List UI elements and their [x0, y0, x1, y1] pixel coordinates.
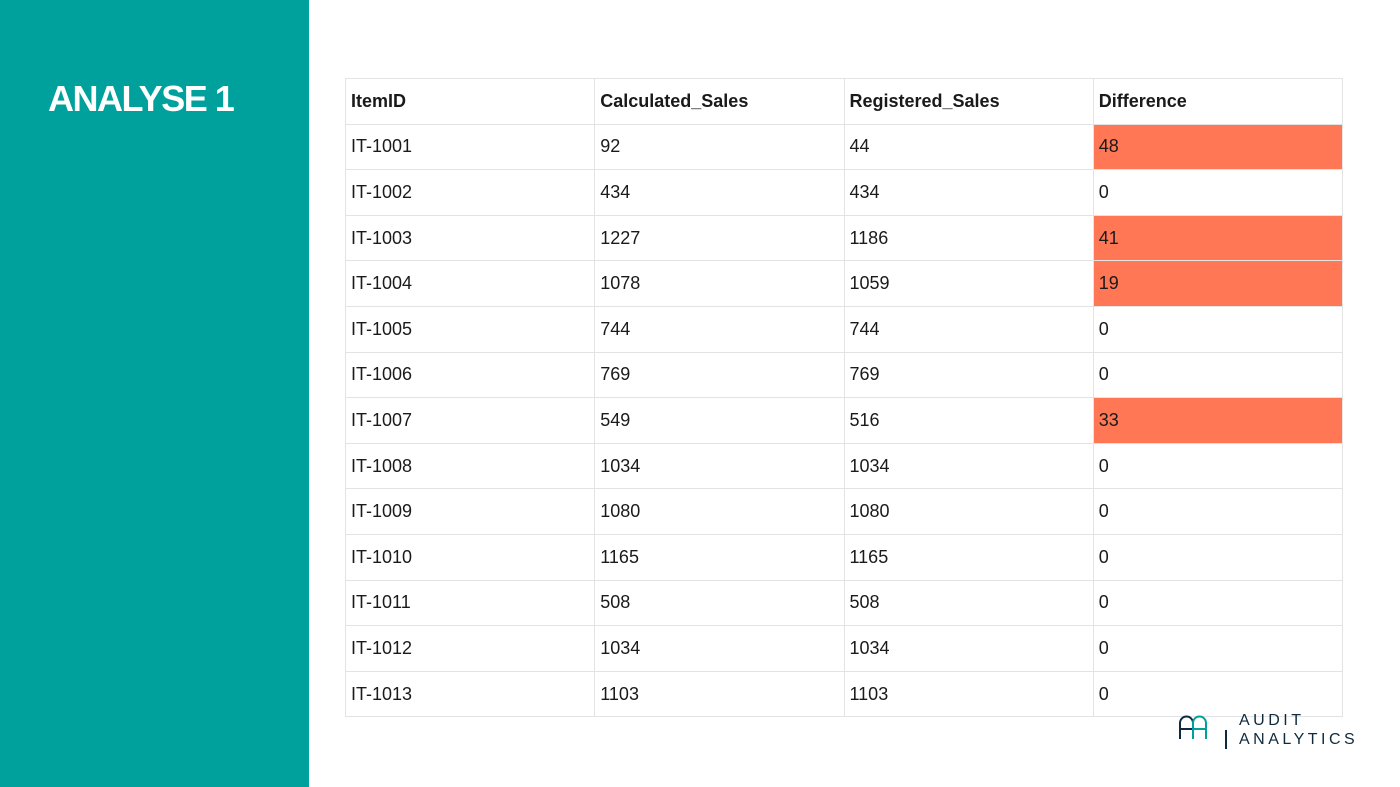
- cell-registered-sales: 1034: [844, 443, 1093, 489]
- table-row: [346, 534, 1343, 580]
- cell-itemid: IT-1004: [346, 261, 595, 307]
- slide-title: ANALYSE 1: [48, 78, 234, 119]
- cell-calculated-sales: 769: [595, 352, 844, 398]
- cell-difference: 0: [1093, 671, 1342, 717]
- table-body: [346, 124, 1343, 717]
- cell-registered-sales: 1034: [844, 626, 1093, 672]
- table-header-row: [346, 79, 1343, 125]
- cell-itemid: IT-1011: [346, 580, 595, 626]
- table-row: [346, 306, 1343, 352]
- cell-difference: 0: [1093, 580, 1342, 626]
- column-header-itemid: ItemID: [346, 79, 595, 125]
- sales-table-container: [345, 78, 1343, 717]
- cell-difference: 19: [1093, 261, 1342, 307]
- cell-registered-sales: 516: [844, 398, 1093, 444]
- cell-calculated-sales: 1227: [595, 215, 844, 261]
- cell-calculated-sales: 92: [595, 124, 844, 170]
- cell-itemid: IT-1009: [346, 489, 595, 535]
- logo-text-audit: AUDIT: [1239, 712, 1305, 729]
- cell-registered-sales: 508: [844, 580, 1093, 626]
- sales-comparison-table: [345, 78, 1343, 717]
- cell-difference: 0: [1093, 170, 1342, 216]
- cell-registered-sales: 1080: [844, 489, 1093, 535]
- cell-difference: 0: [1093, 489, 1342, 535]
- cell-difference: 33: [1093, 398, 1342, 444]
- cell-registered-sales: 44: [844, 124, 1093, 170]
- double-a-logo-icon: [1178, 714, 1208, 740]
- cell-difference: 48: [1093, 124, 1342, 170]
- cell-calculated-sales: 434: [595, 170, 844, 216]
- cell-registered-sales: 434: [844, 170, 1093, 216]
- cell-calculated-sales: 1165: [595, 534, 844, 580]
- table-row: [346, 170, 1343, 216]
- cell-itemid: IT-1012: [346, 626, 595, 672]
- cell-difference: 0: [1093, 443, 1342, 489]
- cell-difference: 0: [1093, 534, 1342, 580]
- column-header-difference: Difference: [1093, 79, 1342, 125]
- cell-difference: 41: [1093, 215, 1342, 261]
- table-row: [346, 626, 1343, 672]
- cell-registered-sales: 769: [844, 352, 1093, 398]
- cell-registered-sales: 1186: [844, 215, 1093, 261]
- cell-calculated-sales: 549: [595, 398, 844, 444]
- sidebar-panel: [0, 0, 309, 787]
- column-header-registered-sales: Registered_Sales: [844, 79, 1093, 125]
- cell-itemid: IT-1008: [346, 443, 595, 489]
- logo-text-analytics: ANALYTICS: [1239, 731, 1359, 748]
- table-row: [346, 261, 1343, 307]
- cell-itemid: IT-1006: [346, 352, 595, 398]
- cell-registered-sales: 1103: [844, 671, 1093, 717]
- table-row: [346, 352, 1343, 398]
- cell-itemid: IT-1005: [346, 306, 595, 352]
- cell-calculated-sales: 1080: [595, 489, 844, 535]
- cell-itemid: IT-1010: [346, 534, 595, 580]
- cell-registered-sales: 744: [844, 306, 1093, 352]
- cell-calculated-sales: 508: [595, 580, 844, 626]
- table-row: [346, 124, 1343, 170]
- column-header-calculated-sales: Calculated_Sales: [595, 79, 844, 125]
- cell-calculated-sales: 1103: [595, 671, 844, 717]
- cell-itemid: IT-1003: [346, 215, 595, 261]
- cell-calculated-sales: 744: [595, 306, 844, 352]
- cell-calculated-sales: 1034: [595, 626, 844, 672]
- logo-divider: [1225, 730, 1227, 749]
- cell-calculated-sales: 1078: [595, 261, 844, 307]
- cell-itemid: IT-1013: [346, 671, 595, 717]
- cell-difference: 0: [1093, 352, 1342, 398]
- cell-registered-sales: 1165: [844, 534, 1093, 580]
- table-row: [346, 215, 1343, 261]
- audit-analytics-logo: [1178, 710, 1359, 754]
- table-row: [346, 443, 1343, 489]
- cell-difference: 0: [1093, 626, 1342, 672]
- cell-itemid: IT-1002: [346, 170, 595, 216]
- cell-itemid: IT-1001: [346, 124, 595, 170]
- table-row: [346, 489, 1343, 535]
- cell-registered-sales: 1059: [844, 261, 1093, 307]
- cell-difference: 0: [1093, 306, 1342, 352]
- cell-itemid: IT-1007: [346, 398, 595, 444]
- table-row: [346, 580, 1343, 626]
- cell-calculated-sales: 1034: [595, 443, 844, 489]
- table-row: [346, 398, 1343, 444]
